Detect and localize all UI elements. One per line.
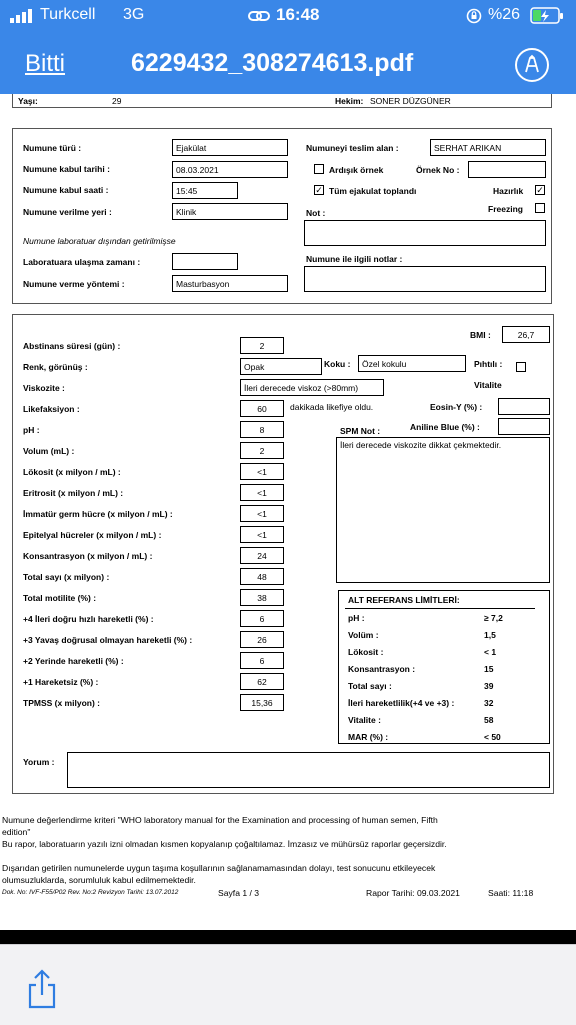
sample-type-field: Ejakülat (172, 139, 288, 156)
arrival-time-field (172, 253, 238, 270)
arrival-time-label: Laboratuara ulaşma zamanı : (23, 257, 141, 267)
share-icon[interactable] (26, 969, 58, 1009)
outside-note: Numune laboratuar dışından getirilmişse (23, 236, 176, 246)
comment-field (67, 752, 550, 788)
sample-method-field: Masturbasyon (172, 275, 288, 292)
signal-icon (10, 9, 36, 23)
done-button[interactable]: Bitti (25, 50, 66, 77)
link-icon (248, 8, 270, 24)
all-collected-label: Tüm ejakulat toplandı (329, 186, 417, 196)
status-bar (0, 0, 576, 32)
accept-time-field: 15:45 (172, 182, 238, 199)
analysis-label: İmmatür germ hücre (x milyon / mL) : (23, 509, 173, 519)
analysis-value: 8 (240, 421, 284, 438)
analysis-label: +3 Yavaş doğrusal olmayan hareketli (%) : (23, 635, 193, 645)
prep-label: Hazırlık (493, 186, 524, 196)
analysis-label: Renk, görünüş : (23, 362, 88, 372)
reference-value: 39 (484, 681, 494, 691)
age-label: Yaşı: (18, 96, 38, 106)
aniline-field (498, 418, 550, 435)
reference-label: Lökosit : (348, 647, 384, 657)
analysis-label: Lökosit (x milyon / mL) : (23, 467, 121, 477)
aniline-label: Aniline Blue (%) : (410, 422, 480, 432)
analysis-label: Eritrosit (x milyon / mL) : (23, 488, 124, 498)
reference-label: Volüm : (348, 630, 379, 640)
analysis-label: +4 İleri doğru hızlı hareketli (%) : (23, 614, 154, 624)
analysis-value: <1 (240, 526, 284, 543)
reference-divider (345, 608, 535, 609)
accept-time-label: Numune kabul saati : (23, 185, 109, 195)
analysis-label: Volum (mL) : (23, 446, 75, 456)
age-value: 29 (112, 96, 122, 106)
sample-method-label: Numune verme yöntemi : (23, 279, 125, 289)
analysis-label: Abstinans süresi (gün) : (23, 341, 121, 351)
all-collected-checkbox: ✓ (315, 185, 323, 195)
analysis-label: Epitelyal hücreler (x milyon / mL) : (23, 530, 162, 540)
sample-type-label: Numune türü : (23, 143, 82, 153)
liquefaction-suffix: dakikada likefiye oldu. (290, 402, 374, 412)
analysis-value: Opak (240, 358, 322, 375)
reference-label: Vitalite : (348, 715, 381, 725)
clot-checkbox (516, 362, 526, 372)
note-field (304, 220, 546, 246)
receiver-label: Numuneyi teslim alan : (306, 143, 399, 153)
doctor-label: Hekim: (335, 96, 364, 106)
page-number: Sayfa 1 / 3 (218, 888, 260, 898)
reference-value: ≥ 7,2 (484, 613, 503, 623)
analysis-value: <1 (240, 484, 284, 501)
analysis-label: +2 Yerinde hareketli (%) : (23, 656, 124, 666)
footer-line-4: Dışarıdan getirilen numunelerde uygun taşıma koşullarının sağlanamamasından dolayı, test sonucunu etkileyecek (2, 863, 436, 873)
note-label: Not : (306, 208, 326, 218)
clock: 16:48 (276, 5, 320, 24)
analysis-label: pH : (23, 425, 40, 435)
battery-percent: %26 (488, 6, 521, 23)
reference-value: 1,5 (484, 630, 496, 640)
bmi-field: 26,7 (502, 326, 550, 343)
analysis-value: 15,36 (240, 694, 284, 711)
analysis-label: +1 Hareketsiz (%) : (23, 677, 99, 687)
accept-date-label: Numune kabul tarihi : (23, 164, 110, 174)
reference-label: Total sayı : (348, 681, 392, 691)
reference-title: ALT REFERANS LİMİTLERİ: (348, 595, 460, 605)
analysis-value: 38 (240, 589, 284, 606)
analysis-value: 6 (240, 652, 284, 669)
spm-note-text: İleri derecede viskozite dikkat çekmektedir. (340, 440, 502, 450)
doctor-value: SONER DÜZGÜNER (370, 96, 451, 106)
analysis-value: 26 (240, 631, 284, 648)
clot-label: Pıhtılı : (474, 359, 503, 369)
analysis-label: Total motilite (%) : (23, 593, 97, 603)
network-type: 3G (123, 6, 145, 23)
sample-no-label: Örnek No : (416, 165, 460, 175)
analysis-value: 60 (240, 400, 284, 417)
accept-date-field: 08.03.2021 (172, 161, 288, 178)
reference-value: 15 (484, 664, 494, 674)
report-time: Saati: 11:18 (488, 888, 534, 898)
analysis-label: Konsantrasyon (x milyon / mL) : (23, 551, 153, 561)
analysis-label: Viskozite : (23, 383, 65, 393)
reference-label: MAR (%) : (348, 732, 389, 742)
prep-checkbox: ✓ (536, 185, 544, 195)
footer-line-1: Numune değerlendirme kriteri "WHO laboratory manual for the Examination and processing of human semen, Fifth (2, 815, 438, 825)
analysis-value: <1 (240, 505, 284, 522)
sample-place-label: Numune verilme yeri : (23, 207, 112, 217)
footer-line-3: Bu rapor, laboratuarın yazılı izni olmadan kısmen kopyalanıp çoğaltılamaz. İmzasız ve mühürsüz raporlar geçersizdir. (2, 839, 447, 849)
header-box-edge (12, 94, 552, 108)
page-separator (0, 930, 576, 944)
analysis-value: 24 (240, 547, 284, 564)
analysis-value: 48 (240, 568, 284, 585)
bmi-label: BMI : (470, 330, 491, 340)
reference-label: pH : (348, 613, 365, 623)
sequential-label: Ardışık örnek (329, 165, 384, 175)
analysis-value: 2 (240, 442, 284, 459)
report-date: Rapor Tarihi: 09.03.2021 (366, 888, 460, 898)
reference-value: < 50 (484, 732, 501, 742)
sequential-checkbox (314, 164, 324, 174)
reference-value: 32 (484, 698, 494, 708)
reference-value: < 1 (484, 647, 497, 657)
navigation-bar (0, 32, 576, 94)
eosin-field (498, 398, 550, 415)
orientation-lock-icon (466, 8, 482, 24)
markup-pen-icon[interactable] (514, 47, 550, 83)
sample-notes-field (304, 266, 546, 292)
analysis-value: <1 (240, 463, 284, 480)
vitality-label: Vitalite (474, 380, 502, 390)
doc-number: Dok. No: IVF-F55/P02 Rev. No:2 Revizyon Tarihi: 13.07.2012 (2, 889, 179, 896)
freezing-checkbox (535, 203, 545, 213)
spm-note-field (336, 437, 550, 583)
sample-no-field (468, 161, 546, 178)
footer-line-5: olumsuzluklarda, sorumluluk kabul edilmemektedir. (2, 875, 196, 885)
sample-notes-label: Numune ile ilgili notlar : (306, 254, 403, 264)
smell-field: Özel kokulu (358, 355, 466, 372)
receiver-field: SERHAT ARIKAN (430, 139, 546, 156)
document-title: 6229432_308274613.pdf (131, 49, 414, 77)
analysis-label: Total sayı (x milyon) : (23, 572, 110, 582)
smell-label: Koku : (324, 359, 351, 369)
analysis-value: 62 (240, 673, 284, 690)
analysis-value: 2 (240, 337, 284, 354)
carrier-name: Turkcell (40, 6, 96, 23)
analysis-label: TPMSS (x milyon) : (23, 698, 100, 708)
reference-value: 58 (484, 715, 494, 725)
reference-label: Konsantrasyon : (348, 664, 416, 674)
eosin-label: Eosin-Y (%) : (430, 402, 483, 412)
footer-line-2: edition" (2, 827, 31, 837)
battery-icon (530, 7, 566, 25)
sample-place-field: Klinik (172, 203, 288, 220)
freezing-label: Freezing (488, 204, 523, 214)
comment-label: Yorum : (23, 757, 55, 767)
analysis-label: Likefaksiyon : (23, 404, 80, 414)
analysis-value: 6 (240, 610, 284, 627)
bottom-toolbar (0, 944, 576, 1025)
reference-label: İleri hareketlilik(+4 ve +3) : (348, 698, 455, 708)
spm-note-label: SPM Not : (340, 426, 381, 436)
analysis-value: İleri derecede viskoz (>80mm) (240, 379, 384, 396)
